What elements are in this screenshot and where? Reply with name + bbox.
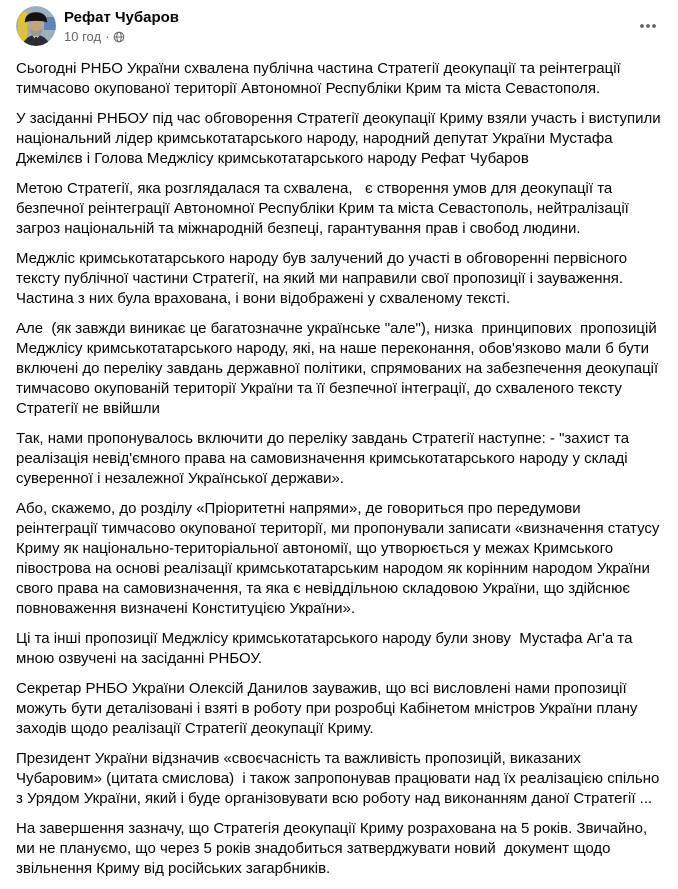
post-paragraph: У засіданні РНБОУ під час обговорення Стратегії деокупації Криму взяли участь і виступили національний лідер кримськотатарського народу, народний депутат України Мустафа Джемілєв і Голова Меджлісу кримськотатарського народу Рефат Чубаров [16,110,665,167]
post-paragraph: Ці та інші пропозиції Меджлісу кримськотатарського народу були знову Мустафа Аг'а та мною озвучені на засіданні РНБОУ. [16,630,637,667]
post-menu-button[interactable] [630,12,666,40]
post-header-meta [64,6,179,45]
post-paragraph: Так, нами пропонувалось включити до переліку завдань Стратегії наступне: - "захист та реалізація невід'ємного права на самовизначення кримськотатарського народу у складі суверенної і незалежної Української держави». [16,430,634,487]
post-body [16,59,665,879]
timestamp[interactable]: 10 год [64,29,102,44]
post-meta-row [64,29,179,45]
globe-icon [113,31,125,43]
post-paragraph: Сьогодні РНБО України схвалена публічна частина Стратегії деокупації та реінтеграції тимчасово окупованої території Автономної Республіки Крим та міста Севастополя. [16,60,625,97]
post-paragraph: Меджліс кримськотатарського народу був залучений до участі в обговоренні первісного тексту публічної частини Стратегії, на який ми направили свої пропозиції і зауваження. Частина з них була врахована, і вони відображені у схваленому тексті. [16,250,632,307]
dot-separator: · [105,29,110,44]
post-paragraph: Або, скажемо, до розділу «Пріоритетні напрями», де говориться про передумови реінтеграції тимчасово окупованої території, ми пропонували записати «визначення статусу Криму як національно-територіальної автономії, що утворюється у межах Кримського півострова на основі реалізації кримськотатарським народом як корінним народом України свого права на самовизначення, та яка є невіддільною складовою України, що здійснює повноваження визначені Конституцією України». [16,500,664,617]
avatar-portrait-image [16,6,56,46]
post-header [16,6,662,46]
post-paragraph: Президент України відзначив «своєчасність та важливість пропозицій, виказаних Чубаровим» (цитата смислова) і також запропонував працювати над їх реалізацією спільно з Урядом України, який і буде організовувати всю роботу над виконанням даної Стратегії ... [16,750,664,807]
post-paragraph: Секретар РНБО України Олексій Данилов зауважив, що всі висловлені нами пропозиції можуть бути деталізовані і взяті в роботу при розробці Кабінетом мністров України плану заходів щодо реалізації Стратегії деокупації Криму. [16,680,642,737]
post-paragraph: На завершення зазначу, що Стратегія деокупації Криму розрахована на 5 років. Звичайно, ми не плануємо, що через 5 років знадобиться затверджувати новий документ щодо звільнення Криму від російських загарбників. [16,820,652,877]
author-name[interactable]: Рефат Чубаров [64,9,179,26]
post-paragraph: Метою Стратегії, яка розглядалася та схвалена, є створення умов для деокупації та безпечної реінтеграції Автономної Республіки Крим та міста Севастополь, нейтралізації загроз національній та міжнародній безпеці, гарантування прав і свобод людини. [16,180,634,237]
ellipsis-icon [638,16,658,36]
post-paragraph: Але (як завжди виникає це багатозначне українське "але"), низка принципових пропозицій Меджлісу кримськотатарського народу, які, на наше переконання, обов'язково мали б бути включені до переліку завдань державної політики, спрямованих на забезпечення деокупації тимчасово окупованій території України та її безпечної інтеграції, до схваленого тексту Стратегії не ввійшли [16,320,663,417]
avatar[interactable] [16,6,56,46]
